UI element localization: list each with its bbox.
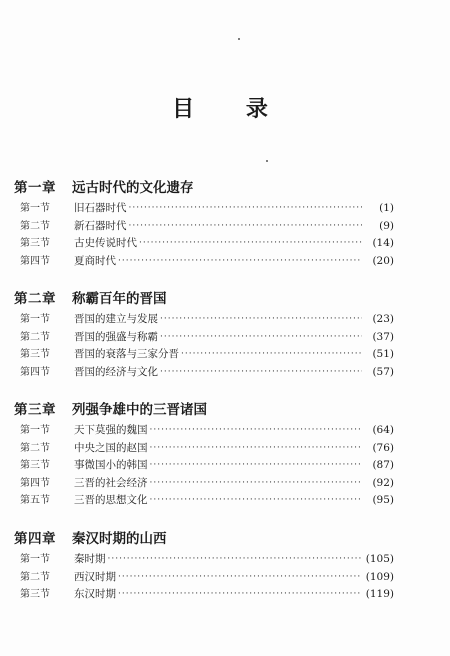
page-number: (87) <box>372 459 394 471</box>
page-number: (9) <box>379 219 394 232</box>
section-title: 晋国的经济与文化 <box>74 365 158 378</box>
section-title: 新石器时代 <box>74 219 127 232</box>
section-number: 第一节 <box>20 203 50 214</box>
chapter-heading <box>14 398 394 422</box>
section-title: 秦时期 <box>74 553 106 565</box>
chapter-number: 第二章 <box>14 291 56 307</box>
section-number: 第三节 <box>20 349 50 360</box>
chapter-title: 远古时代的文化遗存 <box>72 180 194 196</box>
page-number: (64) <box>372 424 394 436</box>
section-number: 第一节 <box>20 314 50 325</box>
section-title: 天下莫强的魏国 <box>74 424 148 436</box>
toc-entry[interactable] <box>14 422 394 440</box>
section-title: 三晋的思想文化 <box>74 494 148 506</box>
scan-speck <box>238 38 240 40</box>
chapter-heading <box>14 287 394 311</box>
section-title: 晋国的建立与发展 <box>74 313 158 325</box>
section-number: 第五节 <box>20 495 50 506</box>
page-number: (20) <box>372 254 394 267</box>
toc-entry[interactable] <box>14 440 394 458</box>
section-title: 旧石器时代 <box>74 202 127 214</box>
dot-leader <box>150 422 363 440</box>
dot-leader <box>129 200 363 218</box>
section-number: 第三节 <box>20 460 50 471</box>
page-number: (95) <box>372 494 394 506</box>
chapter-number: 第三章 <box>14 402 56 418</box>
toc-entry[interactable] <box>14 457 394 475</box>
toc-entry[interactable] <box>14 475 394 493</box>
section-number: 第二节 <box>20 220 50 232</box>
section-number: 第二节 <box>20 331 50 343</box>
chapter-heading <box>14 176 394 200</box>
chapter-title: 秦汉时期的山西 <box>72 531 167 547</box>
chapter-number: 第一章 <box>14 180 56 196</box>
page-number: (109) <box>365 570 394 583</box>
dot-leader <box>150 457 363 475</box>
page-number: (92) <box>372 476 394 489</box>
section-number: 第一节 <box>20 554 50 565</box>
section-title: 三晋的社会经济 <box>74 476 148 489</box>
toc-entry[interactable] <box>14 551 394 569</box>
toc-entry[interactable] <box>14 253 394 271</box>
page-number: (119) <box>365 588 394 600</box>
chapter-4 <box>14 527 394 604</box>
dot-leader <box>108 551 363 569</box>
chapter-title: 称霸百年的晋国 <box>72 291 167 307</box>
section-title: 中央之国的赵国 <box>74 441 148 454</box>
section-number: 第三节 <box>20 589 50 600</box>
section-title: 事微国小的韩国 <box>74 459 148 471</box>
dot-leader <box>139 235 362 253</box>
page-number: (1) <box>379 202 394 214</box>
section-title: 夏商时代 <box>74 254 116 267</box>
dot-leader <box>150 440 363 458</box>
dot-leader <box>150 475 363 493</box>
section-number: 第四节 <box>20 366 50 378</box>
section-title: 西汉时期 <box>74 570 116 583</box>
toc-entry[interactable] <box>14 346 394 364</box>
section-number: 第四节 <box>20 255 50 267</box>
page-title: 目 录 <box>172 97 290 122</box>
toc-entry[interactable] <box>14 586 394 604</box>
page-number: (57) <box>372 365 394 378</box>
toc-entry[interactable] <box>14 200 394 218</box>
dot-leader <box>118 253 362 271</box>
page-number: (51) <box>372 348 394 360</box>
chapter-title: 列强争雄中的三晋诸国 <box>72 402 207 418</box>
page-number: (37) <box>372 330 394 343</box>
section-title: 古史传说时代 <box>74 237 137 249</box>
dot-leader <box>150 492 363 510</box>
section-number: 第二节 <box>20 442 50 454</box>
toc-entry[interactable] <box>14 329 394 347</box>
toc-entry[interactable] <box>14 235 394 253</box>
chapter-heading <box>14 527 394 551</box>
chapter-number: 第四章 <box>14 531 56 547</box>
chapter-2 <box>14 287 394 381</box>
section-title: 晋国的衰落与三家分晋 <box>74 348 179 360</box>
page-number: (14) <box>372 237 394 249</box>
toc-entry[interactable] <box>14 569 394 587</box>
scan-speck <box>266 160 268 162</box>
section-number: 第一节 <box>20 425 50 436</box>
dot-leader <box>160 311 362 329</box>
dot-leader <box>118 586 362 604</box>
section-number: 第三节 <box>20 238 50 249</box>
toc-entry[interactable] <box>14 364 394 382</box>
toc-entry[interactable] <box>14 492 394 510</box>
page-number: (105) <box>365 553 394 565</box>
toc-entry[interactable] <box>14 218 394 236</box>
section-number: 第四节 <box>20 477 50 489</box>
dot-leader <box>160 329 362 347</box>
dot-leader <box>129 218 363 236</box>
chapter-3 <box>14 398 394 510</box>
chapter-1 <box>14 176 394 270</box>
dot-leader <box>160 364 362 382</box>
section-title: 晋国的强盛与称霸 <box>74 330 158 343</box>
dot-leader <box>181 346 362 364</box>
dot-leader <box>118 569 362 587</box>
toc-entry[interactable] <box>14 311 394 329</box>
page-number: (23) <box>372 313 394 325</box>
section-title: 东汉时期 <box>74 588 116 600</box>
page-number: (76) <box>372 441 394 454</box>
section-number: 第二节 <box>20 571 50 583</box>
